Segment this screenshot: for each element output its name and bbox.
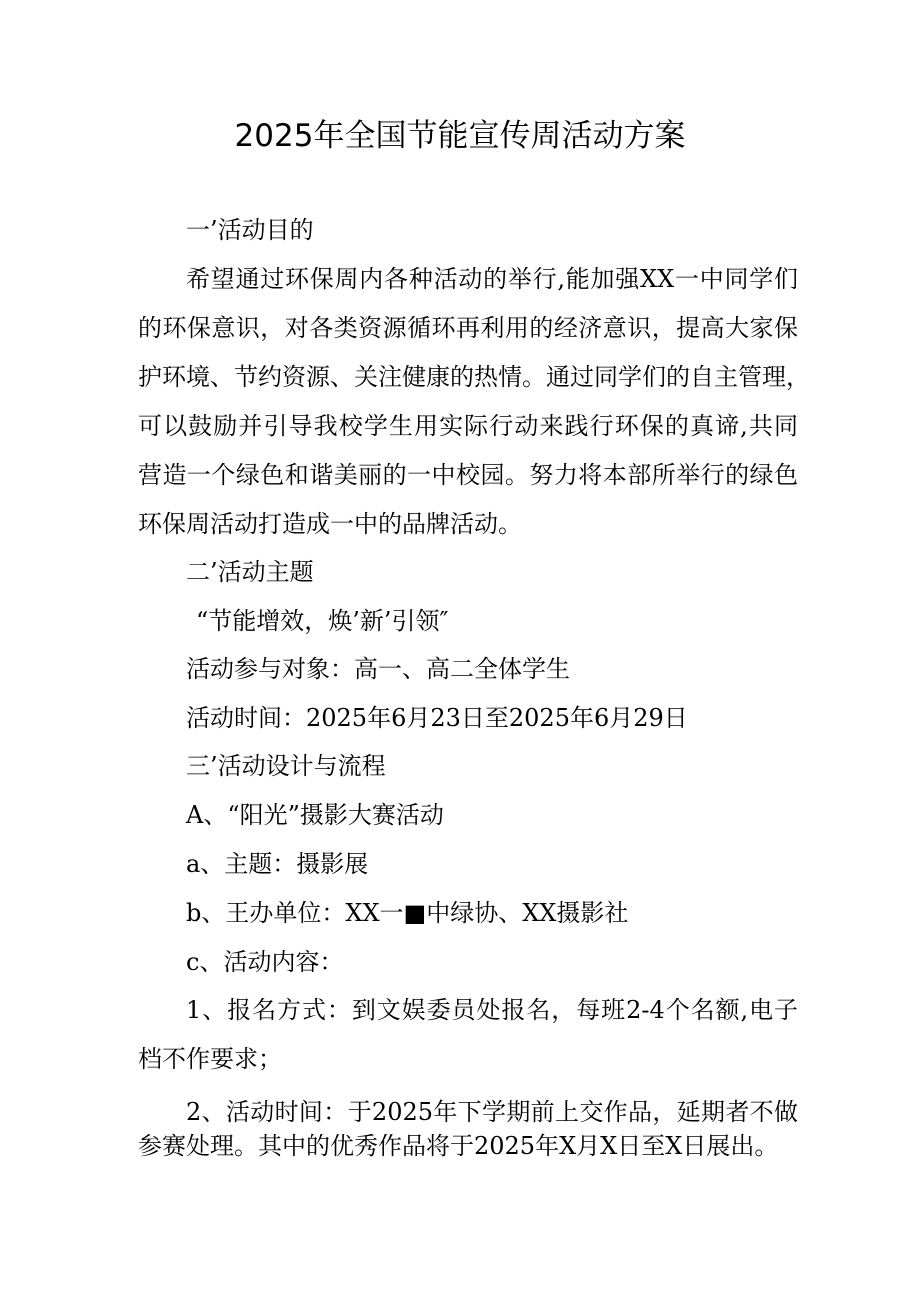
activity-theme: “节能增效，焕’新’引领″ (196, 607, 449, 635)
point-time: 2、活动时间：于2025年下学期前上交作品，延期者不做 (186, 1098, 798, 1126)
point-registration-cont: 档不作要求； (138, 1045, 282, 1073)
activity-time: 活动时间：2025年6月23日至2025年6月29日 (186, 704, 688, 732)
paragraph-line: 希望通过环保周内各种活动的举行,能加强XX一中同学们 (186, 265, 798, 293)
paragraph-line: 护环境、节约资源、关注健康的热情。通过同学们的自主管理， (138, 363, 810, 391)
paragraph-line: 营造一个绿色和谐美丽的一中校园。努力将本部所举行的绿色 (138, 461, 798, 489)
paragraph-line: 环保周活动打造成一中的品牌活动。 (138, 510, 522, 538)
item-organizer: b、王办单位：XX一■中绿协、XX摄影社 (186, 899, 629, 927)
paragraph-line: 的环保意识，对各类资源循环再利用的经济意识，提高大家保 (138, 314, 798, 342)
paragraph-line: 可以鼓励并引导我校学生用实际行动来践行环保的真谛,共同 (138, 412, 798, 440)
item-content: c、活动内容： (186, 948, 344, 976)
section-heading-purpose: 一’活动目的 (186, 216, 314, 244)
point-registration: 1、报名方式：到文娱委员处报名，每班2-4个名额,电子 (186, 996, 798, 1024)
section-heading-theme: 二’活动主题 (186, 558, 314, 586)
item-theme: a、主题：摄影展 (186, 850, 369, 878)
point-time-cont: 参赛处理。其中的优秀作品将于2025年X月X日至X日展出。 (138, 1132, 779, 1160)
activity-a-title: A、“阳光”摄影大赛活动 (186, 801, 444, 829)
activity-participants: 活动参与对象：高一、高二全体学生 (186, 655, 570, 683)
document-title: 2025年全国节能宣传周活动方案 (234, 118, 686, 154)
section-heading-design: 三’活动设计与流程 (186, 752, 386, 780)
